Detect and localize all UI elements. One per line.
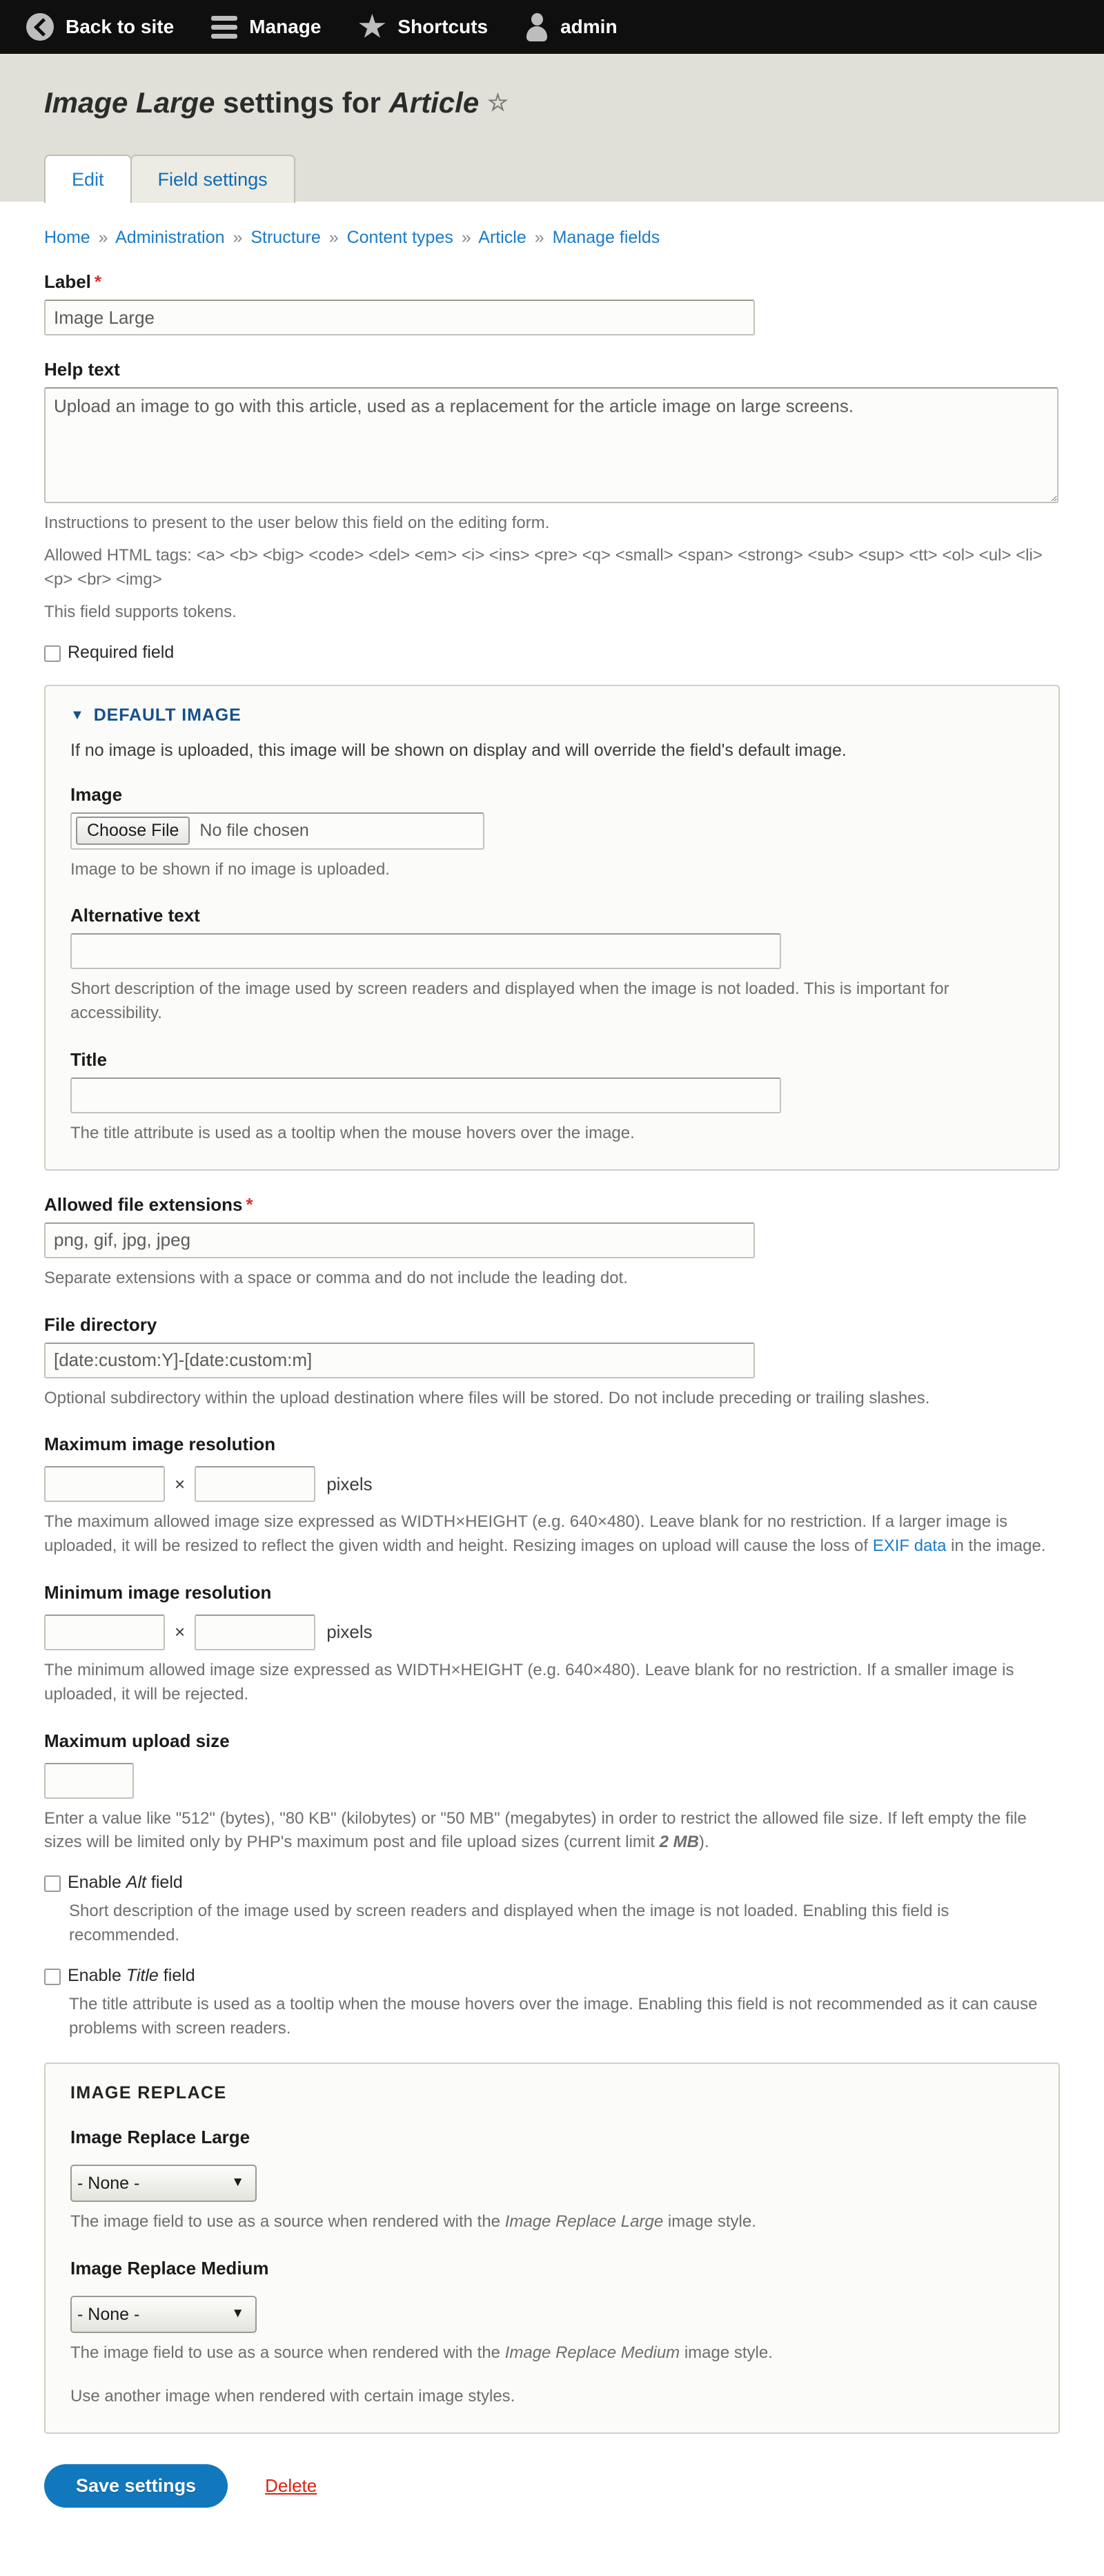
exif-data-link[interactable]: EXIF data: [872, 1536, 947, 1556]
delete-link[interactable]: Delete: [265, 2475, 317, 2496]
chevron-down-icon: ▼: [70, 707, 85, 723]
image-replace-medium-desc-post: image style.: [680, 2343, 773, 2363]
breadcrumb-item-manage-fields[interactable]: Manage fields: [552, 228, 660, 248]
default-image-legend-text: DEFAULT IMAGE: [93, 705, 241, 725]
hamburger-menu-icon: [211, 16, 237, 39]
allowed-extensions-input[interactable]: [44, 1222, 755, 1258]
enable-title-label-em: Title: [126, 1965, 159, 1985]
min-resolution-width-input[interactable]: [44, 1614, 165, 1650]
default-image-file-input[interactable]: [70, 812, 484, 850]
image-replace-large-select[interactable]: [70, 2165, 257, 2202]
breadcrumb-item-structure[interactable]: Structure: [250, 228, 321, 248]
toolbar-label-shortcuts: Shortcuts: [397, 16, 489, 37]
image-replace-medium-select-wrapper[interactable]: [70, 2296, 257, 2333]
max-resolution-desc-after: in the image.: [946, 1536, 1046, 1556]
image-replace-medium-desc-style: Image Replace Medium: [504, 2343, 680, 2363]
allowed-extensions-description: Separate extensions with a space or comma and do not include the leading dot.: [44, 1268, 628, 1287]
max-upload-size-description: [44, 1807, 1060, 1855]
max-resolution-desc-before: The maximum allowed image size expressed as WIDTH×HEIGHT (e.g. 640×480). Leave blank for no restriction. If a larger image is uploaded, it will be resized to reflect the given width and height. Resizing images on upload will cause the loss of: [44, 1512, 1008, 1556]
max-resolution-label: Maximum image resolution: [44, 1434, 276, 1455]
max-upload-size-current-limit: 2 MB: [659, 1833, 699, 1852]
enable-title-row[interactable]: [44, 1966, 1060, 1986]
default-image-file-label: Image: [70, 783, 123, 805]
image-replace-medium-description: [70, 2341, 1034, 2365]
enable-title-label-post: field: [158, 1965, 195, 1985]
tab-field-settings[interactable]: Field settings: [130, 155, 295, 203]
breadcrumb-separator: »: [461, 228, 471, 248]
allowed-extensions-label-text: Allowed file extensions: [44, 1193, 243, 1215]
enable-title-label: [68, 1966, 195, 1986]
max-upload-size-desc-after: ).: [698, 1833, 709, 1852]
required-marker: *: [246, 1193, 253, 1215]
toolbar-item-manage[interactable]: [211, 0, 339, 54]
toolbar-label-back-to-site: Back to site: [66, 16, 175, 37]
admin-toolbar: [0, 0, 1104, 54]
image-replace-large-label: Image Replace Large: [70, 2127, 250, 2148]
breadcrumb-separator: »: [98, 228, 108, 248]
min-resolution-description: The minimum allowed image size expressed as WIDTH×HEIGHT (e.g. 640×480). Leave blank for no restriction. If a smaller image is uploaded, it will be rejected.: [44, 1660, 1014, 1704]
image-replace-medium-desc-pre: The image field to use as a source when rendered with the: [70, 2343, 505, 2363]
allowed-extensions-label: [44, 1194, 1060, 1216]
page-title-field-name: Image Large: [44, 86, 215, 119]
required-marker: *: [94, 271, 102, 293]
required-field-row[interactable]: [44, 643, 1060, 663]
image-replace-large-desc-pre: The image field to use as a source when rendered with the: [70, 2212, 505, 2232]
help-text-allowed-tags: Allowed HTML tags: <a> <b> <big> <code> <del> <em> <i> <ins> <pre> <q> <small> <span> <strong> <sub> <sup> <tt> <ol> <ul> <li> <p> <br> <img>: [44, 546, 1043, 589]
default-image-title-label: Title: [70, 1048, 107, 1070]
min-resolution-separator: ×: [175, 1621, 186, 1643]
label-input[interactable]: [44, 300, 755, 335]
file-directory-label: File directory: [44, 1314, 157, 1335]
label-field-label: [44, 271, 1060, 293]
min-resolution-height-input[interactable]: [195, 1614, 315, 1650]
help-text-textarea[interactable]: [44, 387, 1058, 503]
image-replace-large-description: [70, 2210, 1034, 2234]
min-resolution-label: Minimum image resolution: [44, 1581, 272, 1603]
enable-alt-description: Short description of the image used by screen readers and displayed when the image is not loaded. Enabling this field is recommended.: [69, 1902, 949, 1944]
star-icon: [358, 14, 386, 40]
tab-edit[interactable]: Edit: [44, 155, 132, 203]
default-image-title-input[interactable]: [70, 1077, 781, 1113]
file-directory-description: Optional subdirectory within the upload destination where files will be stored. Do not include preceding or trailing slashes.: [44, 1388, 930, 1407]
user-avatar-icon: [525, 13, 549, 41]
file-status-text: No file chosen: [199, 821, 309, 841]
page-title-bundle: Article: [388, 86, 480, 119]
min-resolution-row: [44, 1614, 1060, 1650]
image-replace-large-desc-post: image style.: [663, 2212, 756, 2232]
max-resolution-description: [44, 1510, 1060, 1559]
enable-alt-label: [68, 1873, 183, 1893]
enable-alt-label-em: Alt: [126, 1873, 146, 1893]
label-field-label-text: Label: [44, 271, 91, 293]
toolbar-item-shortcuts[interactable]: [358, 0, 506, 54]
required-field-checkbox[interactable]: [44, 645, 61, 662]
max-upload-size-label: Maximum upload size: [44, 1730, 230, 1751]
breadcrumb-separator: »: [233, 228, 243, 248]
default-image-title-description: The title attribute is used as a tooltip when the mouse hovers over the image.: [70, 1123, 635, 1142]
image-replace-fieldset: [44, 2062, 1060, 2433]
default-image-alt-label: Alternative text: [70, 905, 200, 926]
help-text-description-1: Instructions to present to the user below this field on the editing form.: [44, 514, 550, 533]
toolbar-item-user[interactable]: [525, 0, 635, 54]
page-title: [0, 54, 1104, 120]
image-replace-medium-select[interactable]: [70, 2296, 257, 2333]
breadcrumb: [44, 202, 1060, 248]
image-replace-medium-label: Image Replace Medium: [70, 2258, 269, 2279]
max-upload-size-desc-before: Enter a value like "512" (bytes), "80 KB" (kilobytes) or "50 MB" (megabytes) in order to restrict the allowed file size. If left empty the file sizes will be limited only by PHP's maximum post and file upload sizes (current limit: [44, 1808, 1027, 1852]
required-field-label: Required field: [68, 642, 175, 662]
file-directory-input[interactable]: [44, 1343, 755, 1378]
default-image-alt-description: Short description of the image used by screen readers and displayed when the image is not loaded. This is important for accessibility.: [70, 979, 949, 1023]
save-settings-button[interactable]: Save settings: [44, 2464, 228, 2508]
enable-alt-row[interactable]: [44, 1873, 1060, 1893]
toolbar-label-user: admin: [560, 16, 618, 37]
help-text-tokens-note: This field supports tokens.: [44, 602, 237, 621]
back-arrow-icon: [26, 13, 54, 41]
enable-alt-label-pre: Enable: [68, 1873, 126, 1893]
toolbar-item-back-to-site[interactable]: [26, 0, 192, 54]
help-text-label: Help text: [44, 359, 120, 380]
max-resolution-separator: ×: [175, 1473, 186, 1494]
max-resolution-height-input[interactable]: [195, 1466, 315, 1502]
image-replace-large-desc-style: Image Replace Large: [504, 2212, 664, 2232]
page-header: [0, 54, 1104, 202]
enable-title-checkbox[interactable]: [44, 1969, 61, 1985]
enable-alt-checkbox[interactable]: [44, 1875, 61, 1892]
page-title-middle: settings for: [215, 86, 389, 119]
enable-title-description: The title attribute is used as a tooltip when the mouse hovers over the image. Enabling this field is not recommended as it can cause problems with screen readers.: [69, 1994, 1038, 2038]
max-resolution-unit: pixels: [326, 1473, 373, 1494]
main-content: [0, 202, 1104, 2555]
breadcrumb-separator: »: [328, 228, 339, 248]
default-image-alt-input[interactable]: [70, 933, 781, 969]
breadcrumb-item-administration[interactable]: Administration: [115, 228, 225, 248]
default-image-intro: If no image is uploaded, this image will be shown on display and will override the field's default image.: [70, 740, 847, 760]
primary-tabs: [0, 124, 1104, 202]
max-resolution-row: [44, 1466, 1060, 1502]
default-image-fieldset: [44, 685, 1060, 1171]
breadcrumb-item-article[interactable]: Article: [478, 228, 526, 248]
image-replace-legend: IMAGE REPLACE: [70, 2083, 227, 2103]
max-upload-size-input[interactable]: [44, 1763, 134, 1799]
choose-file-button[interactable]: Choose File: [76, 817, 190, 845]
breadcrumb-item-content-types[interactable]: Content types: [346, 228, 453, 248]
image-replace-footer-description: Use another image when rendered with certain image styles.: [70, 2386, 515, 2406]
enable-title-label-pre: Enable: [68, 1965, 126, 1985]
enable-alt-label-post: field: [146, 1873, 183, 1893]
min-resolution-unit: pixels: [326, 1621, 373, 1643]
breadcrumb-separator: »: [534, 228, 544, 248]
toolbar-label-manage: Manage: [249, 16, 322, 37]
form-actions: [44, 2434, 1060, 2556]
favorite-star-icon[interactable]: ☆: [487, 90, 509, 116]
default-image-file-description: Image to be shown if no image is uploaded.: [70, 859, 390, 879]
default-image-legend[interactable]: [70, 705, 1034, 725]
breadcrumb-item-home[interactable]: Home: [44, 228, 90, 248]
image-replace-large-select-wrapper[interactable]: [70, 2165, 257, 2202]
max-resolution-width-input[interactable]: [44, 1466, 165, 1502]
